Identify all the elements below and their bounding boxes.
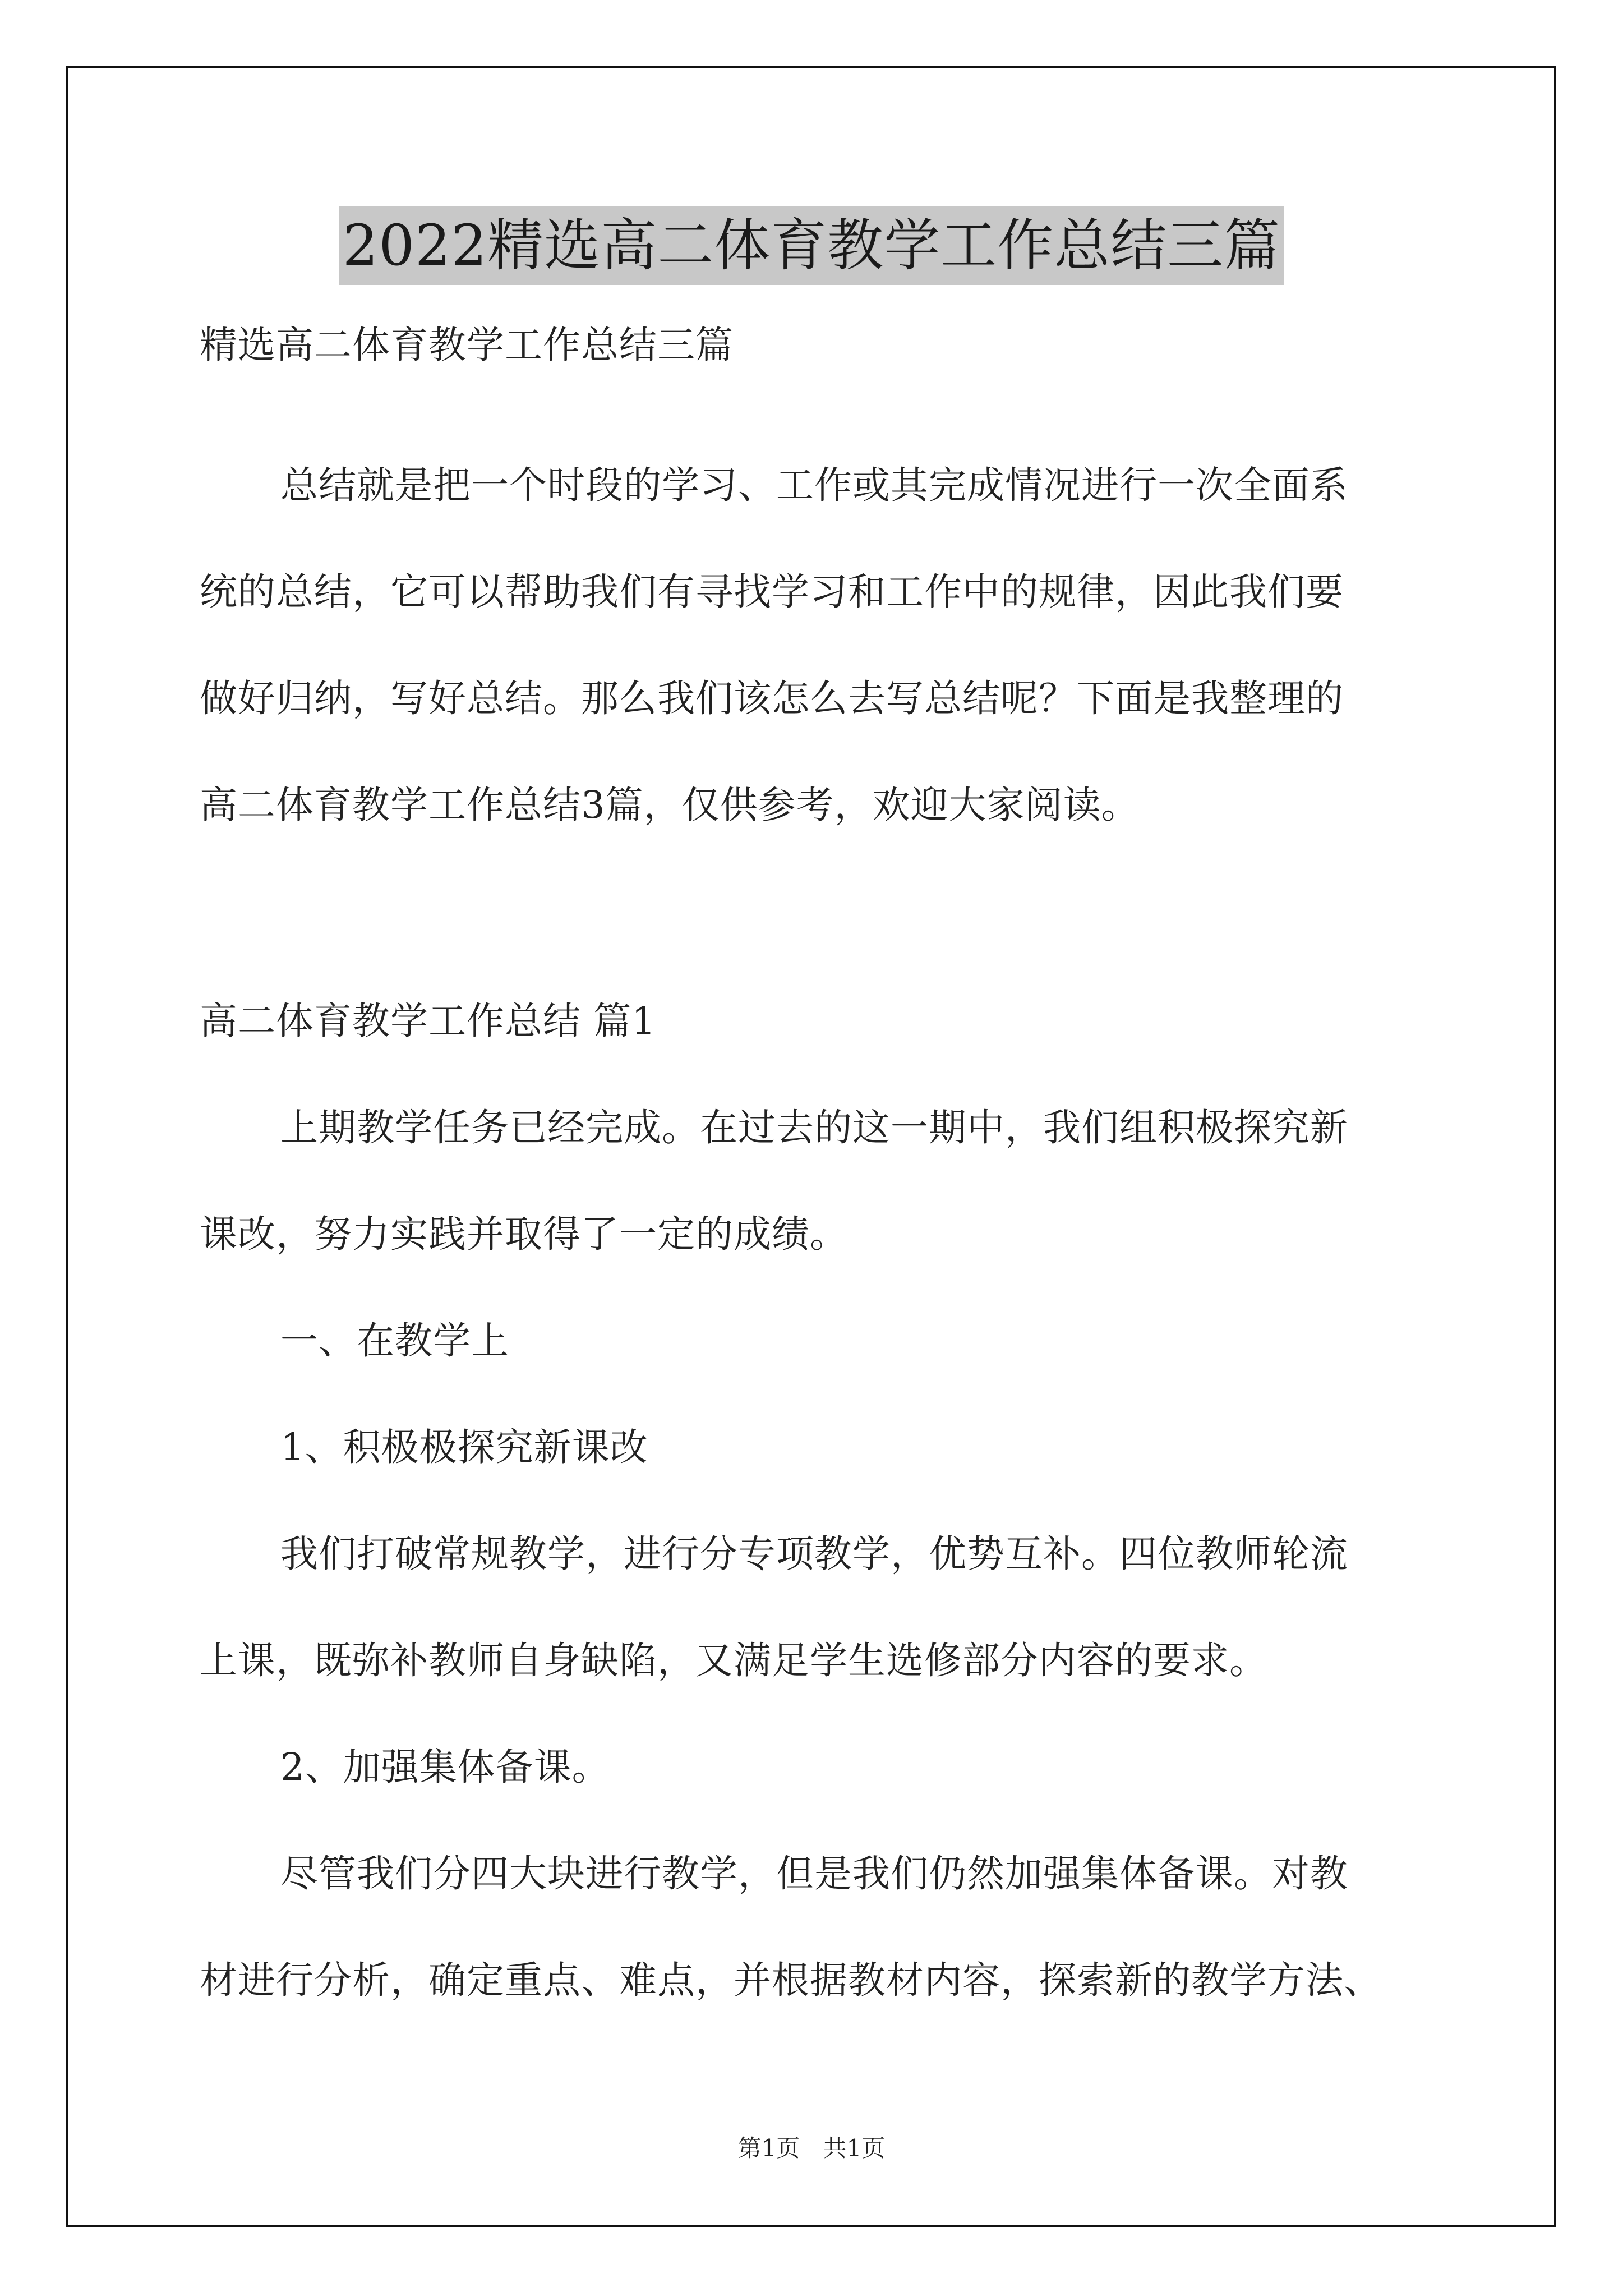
subtitle-line: 精选高二体育教学工作总结三篇 xyxy=(200,323,734,367)
paragraph-line: 做好归纳，写好总结。那么我们该怎么去写总结呢？下面是我整理的 xyxy=(200,677,1344,720)
page-total: 共1页 xyxy=(823,2134,886,2162)
paragraph-line: 我们打破常规教学，进行分专项教学，优势互补。四位教师轮流 xyxy=(280,1532,1348,1576)
subheading: 2、加强集体备课。 xyxy=(280,1745,610,1789)
document-title: 2022精选高二体育教学工作总结三篇 xyxy=(339,206,1284,285)
page-footer xyxy=(0,2132,1623,2165)
section-heading: 高二体育教学工作总结 篇1 xyxy=(200,999,656,1043)
paragraph-line: 高二体育教学工作总结3篇，仅供参考，欢迎大家阅读。 xyxy=(200,783,1140,827)
paragraph-line: 课改，努力实践并取得了一定的成绩。 xyxy=(200,1212,848,1256)
title-container xyxy=(0,206,1623,285)
page-number: 第1页 xyxy=(737,2134,800,2162)
paragraph-line: 统的总结，它可以帮助我们有寻找学习和工作中的规律，因此我们要 xyxy=(200,570,1344,614)
paragraph-line: 尽管我们分四大块进行教学，但是我们仍然加强集体备课。对教 xyxy=(280,1852,1348,1895)
paragraph-line: 总结就是把一个时段的学习、工作或其完成情况进行一次全面系 xyxy=(280,463,1348,507)
subheading: 一、在教学上 xyxy=(280,1319,509,1363)
paragraph-line: 上期教学任务已经完成。在过去的这一期中，我们组积极探究新 xyxy=(280,1106,1348,1149)
paragraph-line: 上课，既弥补教师自身缺陷，又满足学生选修部分内容的要求。 xyxy=(200,1639,1267,1682)
paragraph-line: 材进行分析，确定重点、难点，并根据教材内容，探索新的教学方法、 xyxy=(200,1958,1382,2002)
subheading: 1、积极极探究新课改 xyxy=(280,1425,648,1469)
